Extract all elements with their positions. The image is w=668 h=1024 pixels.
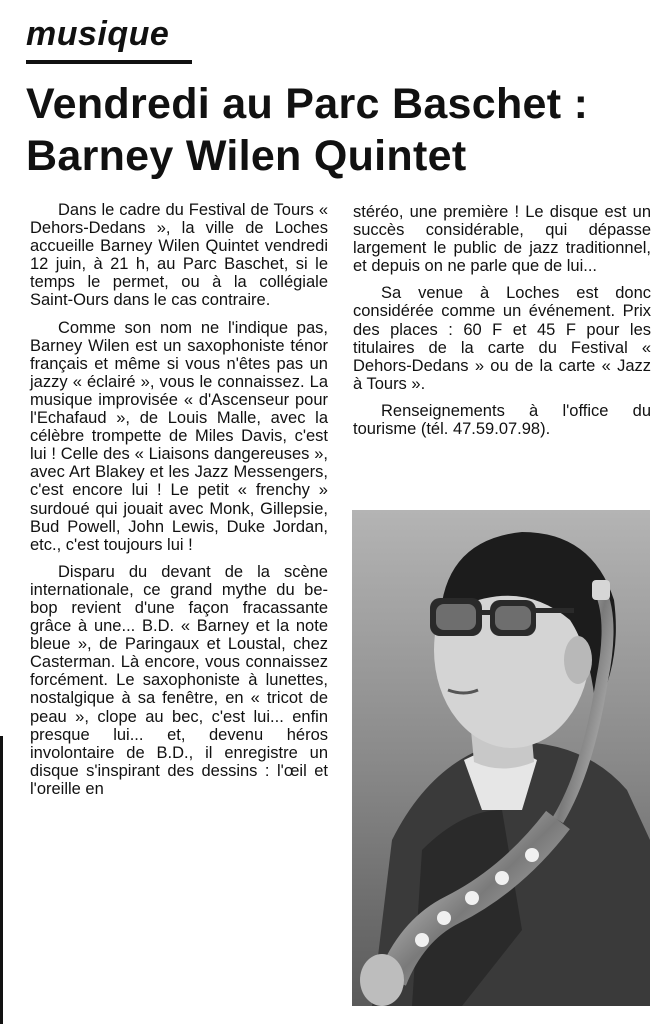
article-right-column — [353, 203, 651, 447]
article-left-column — [30, 201, 328, 807]
section-rubric: musique — [26, 15, 170, 53]
article-paragraph-2: Comme son nom ne l'indique pas, Barney Wilen est un saxophoniste ténor français et même si vous n'êtes pas un jazzy « éclairé », vous le connaissez. La musique improvisée « d'Ascenseur pour l'Echafaud », de Louis Malle, avec la célèbre trompette de Miles Davis, c'est lui ! Celle des « Liaisons dangereuses », avec Art Blakey et les Jazz Messengers, c'est encore lui ! Le petit « frenchy » surdoué qui jouait avec Monk, Gillepsie, Bud Powell, John Lewis, Duke Jordan, etc., c'est toujours lui ! — [30, 318, 328, 554]
clipping-edge-mark — [0, 736, 3, 1024]
article-paragraph-1: Dans le cadre du Festival de Tours « Dehors-Dedans », la ville de Loches accueille Barney Wilen Quintet vendredi 12 juin, à 21 h, au Parc Baschet, si le temps le permet, ou à la collégiale Saint-Ours dans le cas contraire. — [30, 201, 328, 310]
article-paragraph-info: Renseignements à l'office du tourisme (tél. 47.59.07.98). — [353, 401, 651, 439]
article-paragraph-venue: Sa venue à Loches est donc considérée comme un événement. Prix des places : 60 F et 45 F pour les titulaires de la carte du Festival « Dehors-Dedans » ou de la carte « Jazz à Tours ». — [353, 284, 651, 393]
rubric-underline — [26, 60, 192, 64]
photo-saxophonist — [352, 510, 650, 1006]
article-paragraph-3: Disparu du devant de la scène internationale, ce grand mythe du be-bop revient d'une façon fracassante grâce à une... B.D. « Barney et la note bleue », de Paringaux et Loustal, chez Casterman. Là encore, vous connaissez forcément. Le saxophoniste à lunettes, nostalgique à sa fenêtre, en « tricot de peau », clope au bec, c'est lui... enfin presque lui... et, devenu héros involontaire de B.D., il enregistre un disque s'inspirant des dessins : l'œil et l'oreille en — [30, 562, 328, 798]
article-paragraph-continued: stéréo, une première ! Le disque est un succès considérable, qui dépasse largement le public de jazz traditionnel, et depuis on ne parle que de lui... — [353, 203, 651, 276]
headline — [26, 78, 656, 182]
headline-line-1: Vendredi au Parc Baschet : — [26, 80, 589, 128]
headline-line-2: Barney Wilen Quintet — [26, 132, 467, 180]
